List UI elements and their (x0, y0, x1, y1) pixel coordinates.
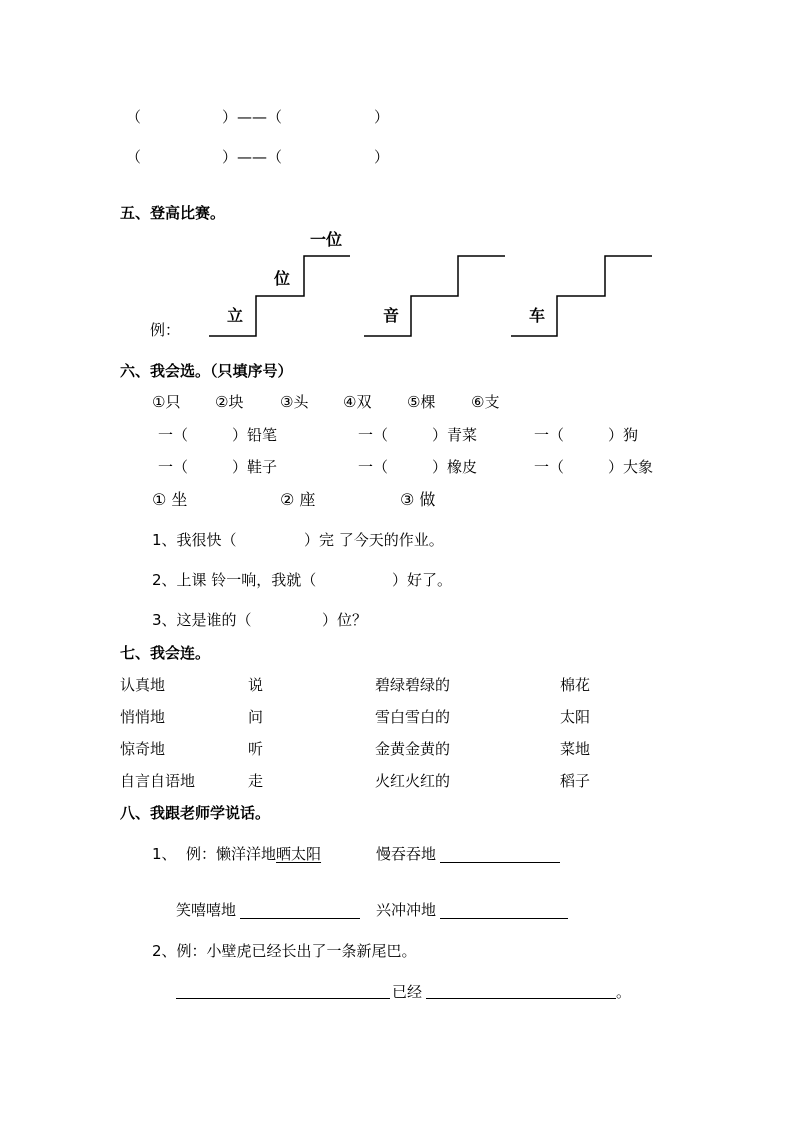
sentence-3-b: ）位？ (322, 611, 368, 629)
stair-char-3: 一位 (310, 230, 343, 249)
blank-2-2-prefix: 一（ (358, 458, 389, 476)
section-6-title: 六、我会选。（只填序号） (120, 362, 293, 380)
option-a-6: ⑥支 (471, 393, 500, 411)
q1-example-prefix: 例：懒洋洋地 (186, 845, 277, 863)
pair-1-mid: ）——（ (222, 108, 283, 126)
q2-example: 2、例：小壁虎已经长出了一条新尾巴。 (152, 942, 417, 960)
blank-2-3-prefix: 一（ (534, 458, 565, 476)
blank-1-3-suffix: ）狗 (608, 426, 639, 444)
answer-line-4[interactable] (176, 998, 390, 999)
option-a-5: ⑤棵 (407, 393, 436, 411)
match-col1-3: 惊奇地 (120, 740, 166, 758)
option-b-2: ② 座 (280, 490, 316, 509)
answer-line-1[interactable] (440, 862, 560, 863)
pair-2-mid: ）——（ (222, 148, 283, 166)
q1-example-underlined: 晒太阳 (276, 845, 322, 863)
blank-1-3-prefix: 一（ (534, 426, 565, 444)
section-5-title: 五、登高比赛。 (120, 204, 226, 222)
option-b-1: ① 坐 (152, 490, 188, 509)
match-col2-3: 听 (248, 740, 264, 758)
sentence-2-a: 2、上课 铃一响，我就（ (152, 571, 317, 589)
match-col4-1: 棉花 (560, 676, 591, 694)
answer-line-3[interactable] (440, 918, 568, 919)
option-b-3: ③ 做 (400, 490, 436, 509)
stair-char-2: 位 (274, 269, 291, 288)
match-col4-4: 稻子 (560, 772, 591, 790)
stair-start-char-2: 车 (529, 306, 546, 325)
option-a-2: ②块 (215, 393, 244, 411)
sentence-3-a: 3、这是谁的（ (152, 611, 252, 629)
q2-end: 。 (616, 983, 632, 1001)
q1-item-3: 兴冲冲地 (376, 901, 437, 919)
match-col1-2: 悄悄地 (120, 708, 166, 726)
q1-number: 1、 (152, 845, 177, 863)
blank-2-2-suffix: ）橡皮 (432, 458, 478, 476)
blank-1-1-prefix: 一（ (158, 426, 189, 444)
blank-1-2-prefix: 一（ (358, 426, 389, 444)
q2-mid: 已经 (392, 983, 423, 1001)
stair-start-char-1: 音 (383, 306, 400, 325)
section-7-title: 七、我会连。 (120, 644, 211, 662)
example-label: 例： (150, 321, 181, 339)
option-a-1: ①只 (152, 393, 181, 411)
match-col2-1: 说 (248, 676, 264, 694)
pair-1-right: ） (374, 108, 390, 126)
match-col3-3: 金黄金黄的 (375, 740, 451, 758)
match-col3-4: 火红火红的 (375, 772, 451, 790)
pair-2-left: （ (126, 148, 142, 166)
answer-line-5[interactable] (426, 998, 616, 999)
sentence-2-b: ）好了。 (392, 571, 453, 589)
match-col4-3: 菜地 (560, 740, 591, 758)
match-col3-2: 雪白雪白的 (375, 708, 451, 726)
section-8-title: 八、我跟老师学说话。 (120, 804, 271, 822)
option-a-3: ③头 (280, 393, 309, 411)
q1-item-2: 笑嘻嘻地 (176, 901, 237, 919)
match-col4-2: 太阳 (560, 708, 591, 726)
pair-1-left: （ (126, 108, 142, 126)
stair-char-1: 立 (227, 306, 244, 325)
sentence-1-a: 1、我很快（ (152, 531, 237, 549)
option-a-4: ④双 (343, 393, 372, 411)
match-col1-4: 自言自语地 (120, 772, 196, 790)
sentence-1-b: ）完 了今天的作业。 (304, 531, 444, 549)
pair-2-right: ） (374, 148, 390, 166)
answer-line-2[interactable] (240, 918, 360, 919)
blank-2-1-prefix: 一（ (158, 458, 189, 476)
match-col3-1: 碧绿碧绿的 (375, 676, 451, 694)
blank-2-3-suffix: ）大象 (608, 458, 654, 476)
match-col2-2: 问 (248, 708, 264, 726)
match-col1-1: 认真地 (120, 676, 166, 694)
blank-1-2-suffix: ）青菜 (432, 426, 478, 444)
q1-item-1: 慢吞吞地 (376, 845, 437, 863)
blank-2-1-suffix: ）鞋子 (232, 458, 278, 476)
match-col2-4: 走 (248, 772, 264, 790)
blank-1-1-suffix: ）铅笔 (232, 426, 278, 444)
q1-example (186, 847, 321, 862)
